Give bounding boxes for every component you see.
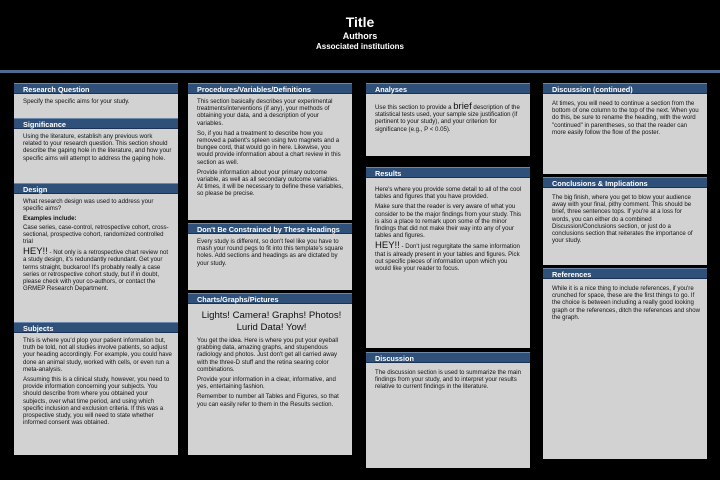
section-body [366, 94, 530, 156]
poster-authors: Authors [342, 31, 378, 41]
section-body [543, 188, 707, 265]
body-text: Using the literature, establish any previous work related to your research question. This section should describe the gaping hole in the literature, and how your specific aims will attempt to address the gaping hole. [23, 133, 172, 162]
body-text: Case series, case-control, retrospective cohort, cross-sectional, prospective cohort, randomized controlled trial [23, 223, 169, 246]
body-text: Use this section to provide a [375, 104, 454, 111]
section-references [543, 268, 707, 459]
section-research-question [14, 83, 178, 118]
section-body [14, 129, 178, 183]
section-heading: Procedures/Variables/Definitions [188, 83, 352, 94]
body-text: Make sure that the reader is very aware of what you consider to be the major findings from your study. This is also a place to remark upon some of the minor findings that did not make their way into any of your tables and figures. [375, 203, 522, 240]
body-text: What research design was used to address your specific aims? [23, 198, 154, 213]
section-body [14, 194, 178, 322]
body-text: Remember to number all Tables and Figures, so that you can easily refer to them in the Results section. [197, 393, 339, 408]
column-2 [188, 83, 352, 455]
section-heading: Don't Be Constrained by These Headings [188, 223, 352, 234]
section-body [366, 178, 530, 348]
body-text: Specify the specific aims for your study. [23, 98, 130, 105]
section-discussion-continued [543, 83, 707, 174]
body-text: You get the idea. Here is where you put your eyeball grabbing data, amazing graphs, and stupendous radiology and photos. Just don't get all carried away with the three-D stuff and the retina searing color combinations. [197, 337, 339, 373]
column-3 [366, 83, 530, 468]
hey-callout: HEY!! [375, 240, 400, 252]
section-heading: Charts/Graphs/Pictures [188, 293, 352, 304]
section-heading: Discussion (continued) [543, 83, 707, 94]
section-results [366, 167, 530, 348]
section-heading: Design [14, 183, 178, 194]
section-conclusions [543, 177, 707, 265]
section-heading: Significance [14, 118, 178, 129]
hey-callout: HEY!! [23, 246, 48, 258]
body-text: This is where you'd plop your patient information but, truth be told, not all studies involve patients, so adjust your heading accordingly. For example, you could have done an animal study, worked with cells, or even run a meta-analysis. [23, 337, 172, 373]
body-text: While it is a nice thing to include references, if you're crunched for space, these are the first things to go. If the choice is between including a really good looking graph or the references, ditch the references and show the graph. [552, 285, 701, 321]
section-significance [14, 118, 178, 183]
section-design [14, 183, 178, 322]
section-heading: References [543, 268, 707, 279]
body-text: Provide your information in a clear, informative, and yes, entertaining fashion. [197, 376, 336, 391]
section-body [543, 94, 707, 174]
poster-institutions: Associated institutions [315, 42, 404, 51]
brief-emphasis: brief [453, 101, 472, 112]
section-body [14, 94, 178, 118]
body-text [375, 242, 524, 272]
section-discussion [366, 352, 530, 468]
section-constrained [188, 223, 352, 290]
section-subjects [14, 322, 178, 455]
column-1 [14, 83, 178, 455]
body-text [375, 103, 524, 133]
poster-header [0, 0, 720, 70]
section-heading: Conclusions & Implications [543, 177, 707, 188]
body-text: - Don't just regurgitate the same information that is already present in your tables and figures. Pick out specific pieces of information upon which you would like your reader to focus. [375, 243, 520, 273]
section-heading: Research Question [14, 83, 178, 94]
body-text: The discussion section is used to summarize the main findings from your study, and to interpret your results relative to current findings in the literature. [375, 369, 521, 391]
section-heading: Analyses [366, 83, 530, 94]
body-text: Every study is different, so don't feel like you have to mash your round pegs to fit into this template's square holes. Add sections and headings as are dictated by your study. [197, 238, 344, 267]
body-text: description of the statistical tests used, your sample size justification (if pertinent to your study), and your criterion for significance (e.g., P < 0.05). [375, 104, 520, 133]
body-text: - Not only is a retrospective chart review not a study design, it's redundantly redundant. Get your terms straight, buckaroo! It's probably really a case series or retrospective cohort study, but if in doubt, please check with your co-authors, or contact the GRMEP Research Department. [23, 249, 169, 293]
poster-title: Title [345, 14, 375, 30]
section-analyses [366, 83, 530, 156]
lights-camera-text: Lights! Camera! Graphs! Photos! Lurid Data! Yow! [201, 310, 342, 333]
section-charts [188, 293, 352, 455]
section-body [188, 94, 352, 220]
section-procedures [188, 83, 352, 220]
body-text: Assuming this is a clinical study, however, you need to provide information concerning your subjects. You should describe from where you obtained your subjects, over what time period, and using which specific inclusion and exclusion criteria. If this was a prospective study, you will need to state whether informed consent was obtained. [23, 376, 170, 427]
section-body [543, 279, 707, 459]
section-body [188, 304, 352, 455]
body-text: At times, you will need to continue a section from the bottom of one column to the top of the next. When you do this, be sure to rename the heading, with the word "continued" in parentheses, so that the reader can more easily follow the flow of the poster. [552, 100, 699, 136]
header-divider [0, 70, 720, 73]
section-body [366, 363, 530, 468]
body-text: The big finish, where you get to blow your audience away with your final, pithy comment. This should be brief, three sentences tops. If you're at a loss for words, you can either do a combined Discussion/Conclusions section, or just do a conclusions section that reiterates the importance of your study. [552, 194, 693, 245]
body-text [23, 248, 172, 292]
body-text: Provide information about your primary outcome variable, as well as all secondary outcome variables. At times, it will be necessary to define these variables, so please be precise. [197, 168, 343, 198]
examples-label: Examples include: [23, 215, 77, 223]
body-text: This section basically describes your experimental treatments/interventions (if any), your methods of obtaining your data, and a description of your variables. [197, 98, 333, 127]
section-body [14, 333, 178, 455]
section-heading: Subjects [14, 322, 178, 333]
column-4 [543, 83, 707, 459]
section-body [188, 234, 352, 290]
body-text: Here's where you provide some detail to all of the cool tables and figures that you have provided. [375, 186, 522, 201]
body-text: So, if you had a treatment to describe how you removed a patient's spleen using two magnets and a bungee cord, that would go in here. Likewise, you would provide information about a chart review in this section as well. [197, 129, 341, 166]
section-heading: Results [366, 167, 530, 178]
section-heading: Discussion [366, 352, 530, 363]
